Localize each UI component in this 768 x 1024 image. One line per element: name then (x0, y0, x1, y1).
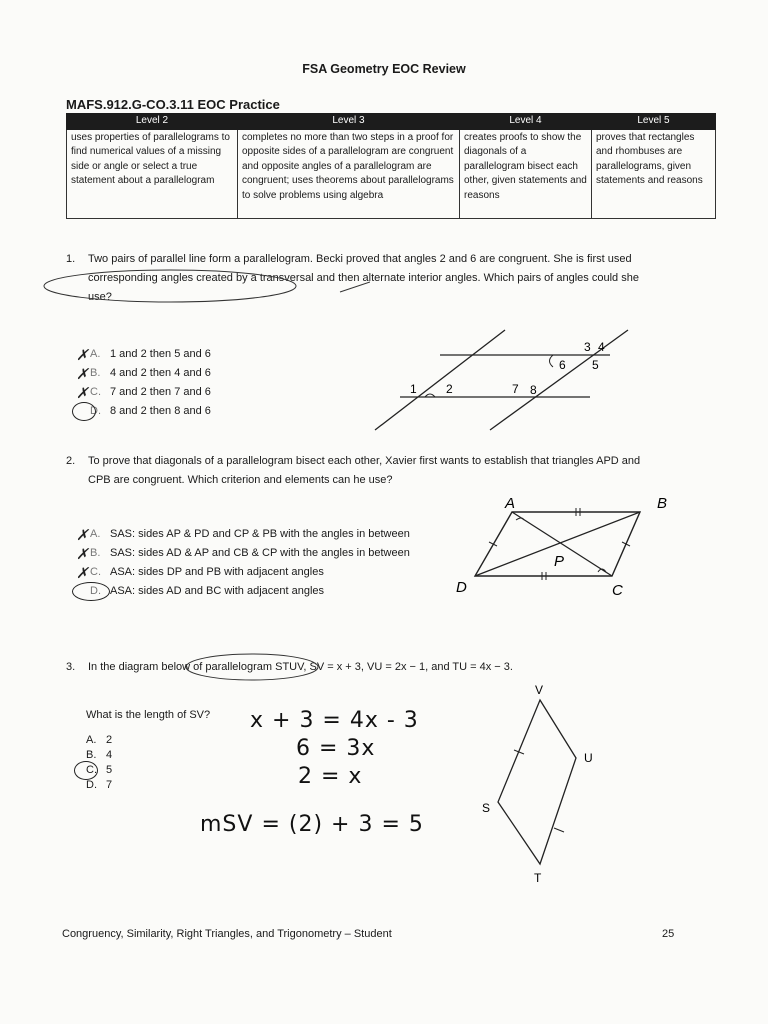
option-letter: C. (86, 764, 97, 776)
question-text: To prove that diagonals of a parallelogram bisect each other, Xavier first wants to establish that triangles APD and (88, 455, 641, 467)
option-text: 4 and 2 then 4 and 6 (110, 367, 211, 379)
option-letter: C. (90, 566, 101, 578)
strike-mark: ✗ (76, 546, 89, 563)
angle-label: 7 (512, 382, 519, 396)
level-cell: creates proofs to show the diagonals of a parallelogram bisect each other, given statements and reasons (460, 129, 592, 218)
strike-mark: ✗ (76, 527, 89, 544)
level-cell: uses properties of parallelograms to find numerical values of a missing side or angle or select a true statement about a parallelogram (67, 129, 238, 218)
option-text: 5 (106, 764, 113, 776)
option-letter: D. (90, 585, 101, 597)
handwritten-work-line: 2 = x (298, 764, 363, 789)
question-text: CPB are congruent. Which criterion and elements can he use? (88, 474, 393, 486)
q1-options (76, 345, 211, 421)
vertex-label: S (482, 801, 491, 815)
angle-label: 4 (598, 340, 605, 354)
option-text: 4 (106, 749, 113, 761)
q3-options (86, 733, 112, 793)
answer-circle (72, 402, 96, 421)
level-cell: proves that rectangles and rhombuses are parallelograms, given statements and reasons (592, 129, 716, 218)
question-number: 2. (66, 455, 76, 467)
option-letter: D. (90, 405, 101, 417)
question-text: Two pairs of parallel line form a parallelogram. Becki proved that angles 2 and 6 are congruent. She is first used (88, 253, 632, 265)
option-text: 2 (106, 734, 113, 746)
option-letter: A. (90, 528, 101, 540)
strike-mark: ✗ (76, 565, 89, 582)
level-header: Level 5 (592, 114, 716, 130)
option-letter: B. (90, 547, 101, 559)
parallelogram-apd-diagram (450, 492, 680, 607)
option-text: SAS: sides AD & AP and CB & CP with the angles in between (110, 547, 410, 559)
angle-label: 3 (584, 340, 591, 354)
achievement-level-table (66, 113, 716, 219)
option-letter: A. (86, 734, 97, 746)
option-letter: B. (90, 367, 101, 379)
answer-circle (74, 761, 98, 780)
option-text: ASA: sides AD and BC with adjacent angles (110, 585, 325, 597)
handwritten-circle-mark (180, 645, 330, 685)
option-letter: C. (90, 386, 101, 398)
question-text: In the diagram below of parallelogram STUV, SV = x + 3, VU = 2x − 1, and TU = 4x − 3. (88, 661, 513, 673)
vertex-label: T (534, 871, 542, 885)
option-text: SAS: sides AP & PD and CP & PB with the angles in between (110, 528, 410, 540)
page-title: FSA Geometry EOC Review (302, 62, 466, 76)
handwritten-work-line: mSV = (2) + 3 = 5 (200, 812, 424, 837)
angle-label: 6 (559, 358, 566, 372)
option-text: 7 (106, 779, 113, 791)
option-text: 1 and 2 then 5 and 6 (110, 348, 211, 360)
angle-label: 5 (592, 358, 599, 372)
option-text: 8 and 2 then 8 and 6 (110, 405, 211, 417)
question-text: use? (88, 291, 112, 303)
handwritten-work-line: x + 3 = 4x - 3 (250, 708, 419, 733)
handwritten-circle-mark (40, 262, 370, 312)
question-3 (66, 658, 736, 677)
handwritten-work-line: 6 = 3x (296, 736, 376, 761)
angle-label: 8 (530, 383, 537, 397)
parallelogram-stuv-diagram (470, 678, 610, 888)
vertex-label: A (505, 495, 516, 512)
option-letter: A. (90, 348, 101, 360)
vertex-label: V (535, 683, 544, 697)
parallel-lines-diagram (370, 325, 640, 435)
question-text: corresponding angles created by a transversal and then alternate interior angles. Which pairs of angles could she (88, 272, 639, 284)
footer-text: Congruency, Similarity, Right Triangles, and Trigonometry – Student (62, 928, 392, 940)
q2-options (76, 525, 410, 601)
strike-mark: ✗ (76, 347, 89, 364)
page-number: 25 (662, 928, 675, 940)
option-letter: B. (86, 749, 97, 761)
level-cell: completes no more than two steps in a proof for opposite sides of a parallelogram are congruent and opposite angles of a parallelogram are congruent; uses theorems about parallelograms to solve problems using algebra (238, 129, 460, 218)
angle-label: 1 (410, 382, 417, 396)
question-number: 1. (66, 253, 76, 265)
option-text: 7 and 2 then 7 and 6 (110, 386, 211, 398)
level-header: Level 2 (67, 114, 238, 130)
vertex-label: U (584, 751, 593, 765)
vertex-label: P (554, 553, 565, 570)
question-number: 3. (66, 661, 76, 673)
angle-label: 2 (446, 382, 453, 396)
vertex-label: C (612, 582, 623, 599)
question-2 (66, 452, 736, 490)
option-letter: D. (86, 779, 97, 791)
vertex-label: B (657, 495, 668, 512)
question-3-sub: What is the length of SV? (86, 709, 211, 721)
strike-mark: ✗ (76, 385, 89, 402)
level-header: Level 4 (460, 114, 592, 130)
strike-mark: ✗ (76, 366, 89, 383)
section-title: MAFS.912.G-CO.3.11 EOC Practice (66, 97, 280, 112)
option-text: ASA: sides DP and PB with adjacent angles (110, 566, 324, 578)
answer-circle (72, 582, 110, 601)
level-header: Level 3 (238, 114, 460, 130)
vertex-label: D (456, 579, 467, 596)
